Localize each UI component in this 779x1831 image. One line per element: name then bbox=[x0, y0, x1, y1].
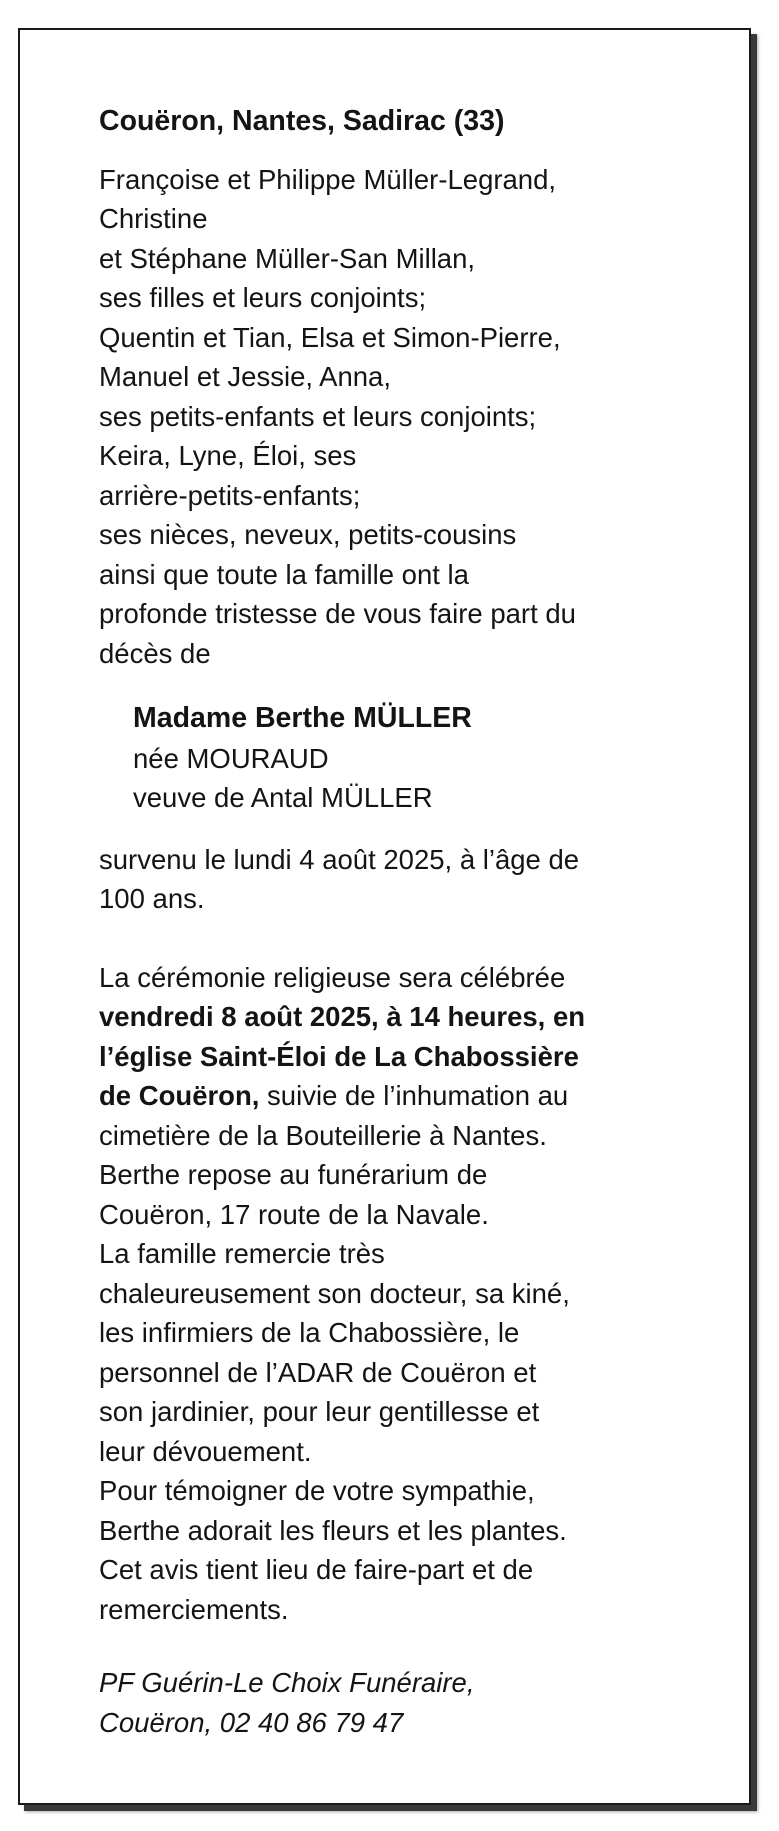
ceremony-burial: suivie de l’inhumation au bbox=[259, 1080, 569, 1111]
family-line: ses petits-enfants et leurs conjoints; bbox=[99, 400, 537, 432]
family-line: Keira, Lyne, Éloi, ses bbox=[99, 440, 357, 471]
deceased-maiden-name: née MOURAUD bbox=[133, 742, 329, 774]
ceremony-church: l’église Saint-Éloi de La Chabossière bbox=[99, 1040, 579, 1072]
deceased-name: Madame Berthe MÜLLER bbox=[133, 702, 472, 734]
family-line: décès de bbox=[99, 637, 211, 669]
family-line: Christine bbox=[99, 203, 208, 234]
family-line: et Stéphane Müller-San Millan, bbox=[99, 242, 476, 274]
paragraph-gap bbox=[99, 919, 719, 958]
family-line: ainsi que toute la famille ont la bbox=[99, 558, 469, 590]
ceremony-line: cimetière de la Bouteillerie à Nantes. bbox=[99, 1119, 547, 1151]
family-announcement bbox=[99, 160, 719, 674]
closing-line: Couëron, 17 route de la Navale. bbox=[99, 1198, 489, 1230]
family-line: ses filles et leurs conjoints; bbox=[99, 282, 427, 313]
family-line: Quentin et Tian, Elsa et Simon-Pierre, bbox=[99, 321, 561, 353]
death-date bbox=[99, 840, 719, 919]
family-line: ses nièces, neveux, petits-cousins bbox=[99, 519, 517, 550]
closing-line: chaleureusement son docteur, sa kiné, bbox=[99, 1277, 570, 1309]
funeral-home-contact: Couëron, 02 40 86 79 47 bbox=[99, 1706, 404, 1738]
funeral-home-name: PF Guérin-Le Choix Funéraire, bbox=[99, 1667, 475, 1698]
closing-line: Cet avis tient lieu de faire-part et de bbox=[99, 1554, 534, 1585]
death-line: 100 ans. bbox=[99, 883, 205, 914]
deceased-widow-of: veuve de Antal MÜLLER bbox=[133, 782, 433, 813]
obituary-notice bbox=[18, 28, 751, 1805]
family-line: Manuel et Jessie, Anna, bbox=[99, 361, 391, 392]
closing-line: Berthe repose au funérarium de bbox=[99, 1159, 488, 1190]
closing-line: La famille remercie très bbox=[99, 1238, 385, 1269]
family-line: Françoise et Philippe Müller-Legrand, bbox=[99, 163, 557, 195]
family-line: profonde tristesse de vous faire part du bbox=[99, 598, 576, 629]
death-line: survenu le lundi 4 août 2025, à l’âge de bbox=[99, 843, 580, 875]
ceremony-date-time: vendredi 8 août 2025, à 14 heures, en bbox=[99, 1001, 586, 1032]
family-line: arrière-petits-enfants; bbox=[99, 479, 361, 511]
closing-line: son jardinier, pour leur gentillesse et bbox=[99, 1396, 540, 1427]
closing-line: Pour témoigner de votre sympathie, bbox=[99, 1475, 535, 1506]
funeral-home-signature bbox=[99, 1663, 719, 1742]
ceremony-town: de Couëron, bbox=[99, 1080, 260, 1111]
notice-content bbox=[99, 102, 719, 1742]
deceased-block bbox=[133, 699, 719, 818]
closing-text bbox=[99, 1155, 719, 1629]
ceremony-details bbox=[99, 958, 719, 1156]
ceremony-line: La cérémonie religieuse sera célébrée bbox=[99, 961, 566, 993]
closing-line: Berthe adorait les fleurs et les plantes. bbox=[99, 1514, 567, 1546]
closing-line: remerciements. bbox=[99, 1593, 289, 1625]
closing-line: leur dévouement. bbox=[99, 1435, 312, 1467]
closing-line: personnel de l’ADAR de Couëron et bbox=[99, 1356, 537, 1388]
closing-line: les infirmiers de la Chabossière, le bbox=[99, 1317, 520, 1348]
notice-title: Couëron, Nantes, Sadirac (33) bbox=[99, 105, 505, 137]
